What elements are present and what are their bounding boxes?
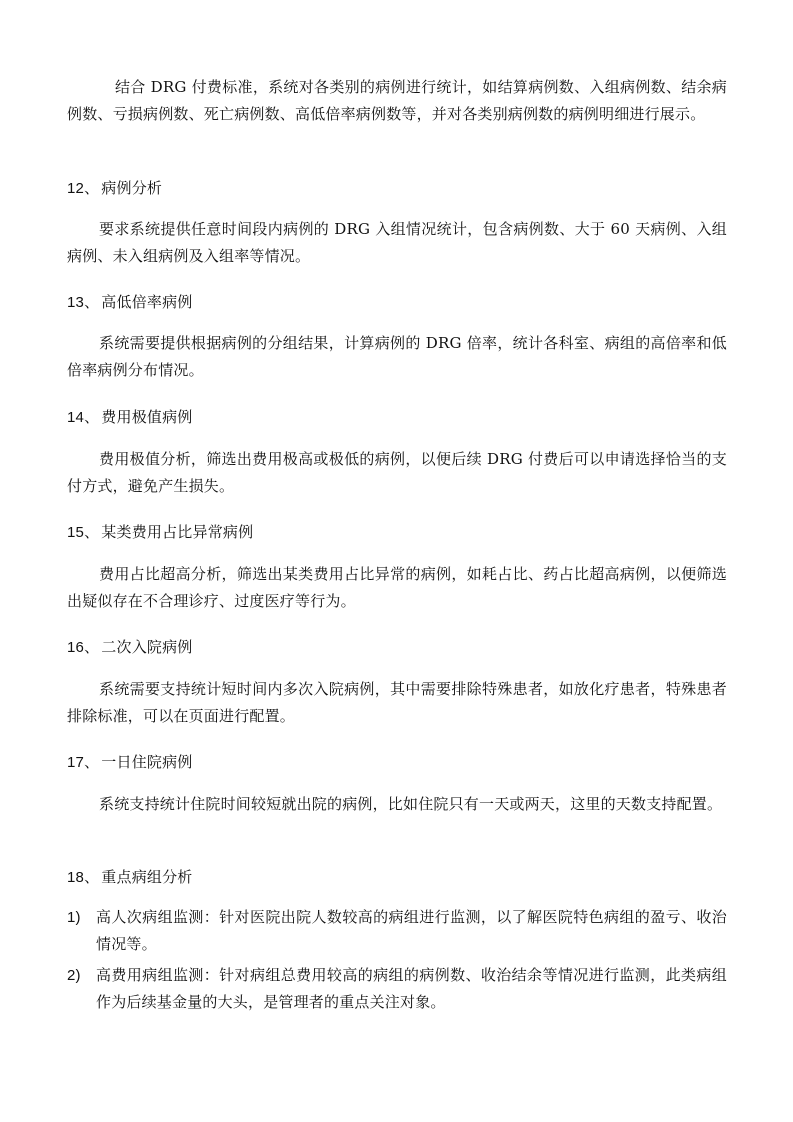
section-paragraph-12: 要求系统提供任意时间段内病例的 DRG 入组情况统计，包含病例数、大于 60 天病例、入组病例、未入组病例及入组率等情况。 [67,220,727,265]
section-heading-16 [67,635,727,660]
section-number: 12、 [67,180,100,197]
section-title: 一日住院病例 [101,753,193,771]
list-item [67,962,727,1016]
section-title: 某类费用占比异常病例 [101,523,254,541]
section-title: 病例分析 [101,179,163,197]
section-list-18 [67,904,727,1016]
intro-paragraph: 结合 DRG 付费标准，系统对各类别的病例进行统计，如结算病例数、入组病例数、结余病例数、亏损病例数、死亡病例数、高低倍率病例数等，并对各类别病例数的病例明细进行展示。 [67,78,727,123]
section-paragraph-17: 系统支持统计住院时间较短就出院的病例，比如住院只有一天或两天，这里的天数支持配置。 [99,795,723,813]
section-number: 18、 [67,869,100,886]
section-paragraph-16: 系统需要支持统计短时间内多次入院病例，其中需要排除特殊患者，如放化疗患者，特殊患者排除标准，可以在页面进行配置。 [67,680,727,725]
section-heading-15 [67,520,727,545]
list-item-text: 高人次病组监测：针对医院出院人数较高的病组进行监测，以了解医院特色病组的盈亏、收治情况等。 [96,908,727,953]
section-heading-17 [67,750,727,775]
section-heading-18 [67,865,727,890]
section-title: 高低倍率病例 [101,293,193,311]
list-item [67,904,727,958]
section-heading-13 [67,290,727,315]
section-title: 费用极值病例 [101,408,193,426]
list-marker: 2) [67,967,81,984]
list-marker: 1) [67,909,81,926]
section-number: 13、 [67,294,100,311]
section-heading-12 [67,176,727,201]
section-number: 17、 [67,754,100,771]
section-number: 16、 [67,639,100,656]
section-paragraph-14: 费用极值分析，筛选出费用极高或极低的病例，以便后续 DRG 付费后可以申请选择恰当的支付方式，避免产生损失。 [67,450,727,495]
section-title: 重点病组分析 [101,868,193,886]
section-paragraph-13: 系统需要提供根据病例的分组结果，计算病例的 DRG 倍率，统计各科室、病组的高倍率和低倍率病例分布情况。 [67,334,727,379]
section-title: 二次入院病例 [101,638,193,656]
section-number: 14、 [67,409,100,426]
section-heading-14 [67,405,727,430]
section-paragraph-15: 费用占比超高分析，筛选出某类费用占比异常的病例，如耗占比、药占比超高病例，以便筛选出疑似存在不合理诊疗、过度医疗等行为。 [67,565,727,610]
section-number: 15、 [67,524,100,541]
list-item-text: 高费用病组监测：针对病组总费用较高的病组的病例数、收治结余等情况进行监测，此类病组作为后续基金量的大头，是管理者的重点关注对象。 [96,966,727,1011]
